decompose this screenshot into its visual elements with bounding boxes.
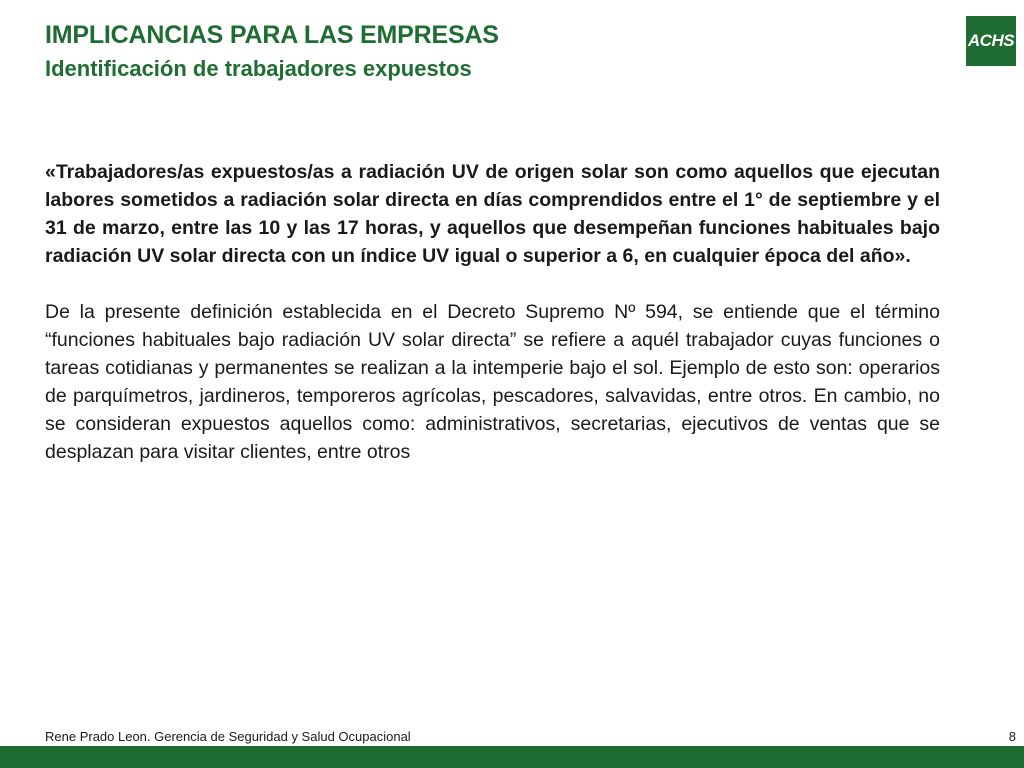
definition-quote: «Trabajadores/as expuestos/as a radiación UV de origen solar son como aquellos que ejecutan labores sometidos a radiación solar directa en días comprendidos entre el 1° de septiembre y el 31 de marzo, entre las 10 y las 17 horas, y aquellos que desempeñan funciones habituales bajo radiación UV solar directa con un índice UV igual o superior a 6, en cualquier época del año». (45, 161, 940, 267)
explanation-paragraph: De la presente definición establecida en el Decreto Supremo Nº 594, se entiende que el término “funciones habituales bajo radiación UV solar directa” se refiere a aquél trabajador cuyas funciones o tareas cotidianas y permanentes se realizan a la intemperie bajo el sol. Ejemplo de esto son: operarios de parquímetros, jardineros, temporeros agrícolas, pescadores, salvavidas, entre otros. En cambio, no se consideran expuestos aquellos como: administrativos, secretarias, ejecutivos de ventas que se desplazan para visitar clientes, entre otros (45, 301, 940, 463)
page-number: 8 (1008, 729, 1016, 744)
footer-bar (0, 746, 1024, 768)
footer-author: Rene Prado Leon. Gerencia de Seguridad y Salud Ocupacional (45, 729, 411, 744)
slide-body (45, 158, 940, 466)
slide-subtitle: Identificación de trabajadores expuestos (45, 56, 472, 81)
slide-title: IMPLICANCIAS PARA LAS EMPRESAS (45, 21, 499, 49)
achs-logo: ACHS (966, 16, 1016, 66)
